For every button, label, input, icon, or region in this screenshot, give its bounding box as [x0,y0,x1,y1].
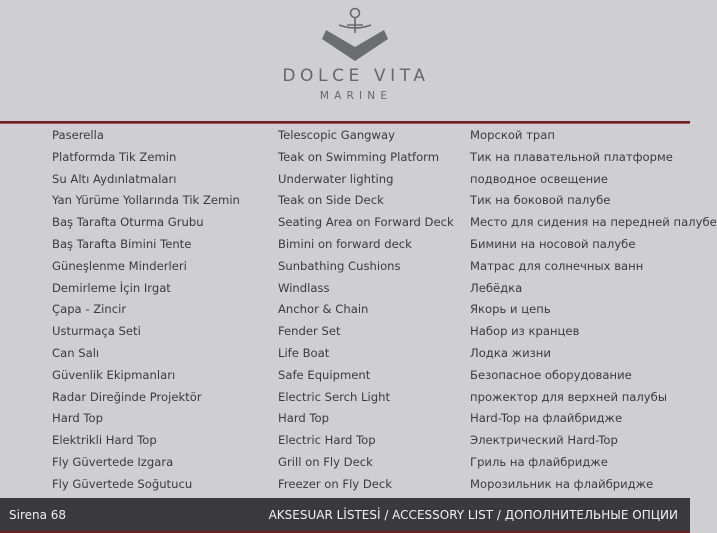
accessory-name-tr: Güneşlenme Minderleri [52,258,187,273]
accessory-list [0,125,717,496]
logo-emblem-icon [318,3,392,65]
accessory-name-ru: Безопасное оборудование [470,367,632,382]
accessory-name-ru: Матрас для солнечных ванн [470,258,644,273]
header-divider-highlight [0,123,690,124]
accessory-row [0,278,690,300]
accessory-name-ru: подводное освещение [470,171,608,186]
accessory-row [0,299,690,321]
accessory-row [0,212,717,234]
accessory-name-en: Freezer on Fly Deck [278,476,392,491]
accessory-row [0,321,690,343]
accessory-name-ru: Бимини на носовой палубе [470,236,636,251]
accessory-name-ru: Лодка жизни [470,345,551,360]
accessory-name-tr: Güvenlik Ekipmanları [52,367,176,382]
accessory-name-tr: Radar Direğinde Projektör [52,389,202,404]
accessory-row [0,452,690,474]
accessory-name-en: Teak on Side Deck [278,193,384,208]
accessory-row [0,365,690,387]
accessory-row [0,125,690,147]
accessory-row [0,234,690,256]
accessory-name-ru: Hard-Top на флайбридже [470,411,623,426]
accessory-name-tr: Baş Tarafta Oturma Grubu [52,215,204,230]
accessory-name-tr: Fly Güvertede Soğutucu [52,476,193,491]
accessory-name-en: Fender Set [278,324,341,339]
accessory-name-tr: Fly Güvertede Izgara [52,454,174,469]
accessory-row [0,169,690,191]
brand-tagline: MARINE [319,90,393,102]
accessory-name-ru: Гриль на флайбридже [470,454,608,469]
accessory-name-tr: Platformda Tik Zemin [52,149,177,164]
accessory-name-en: Teak on Swimming Platform [278,149,440,164]
accessory-row [0,387,690,409]
accessory-row [0,147,690,169]
accessory-name-ru: Набор из кранцев [470,324,580,339]
accessory-name-en: Telescopic Gangway [278,128,395,142]
accessory-name-ru: Якорь и цепь [470,302,551,317]
accessory-name-ru: прожектор для верхней палубы [470,389,667,404]
accessory-name-en: Electric Serch Light [278,389,390,404]
accessory-name-tr: Baş Tarafta Bimini Tente [52,236,192,251]
accessory-name-ru: Тик на боковой палубе [470,193,611,208]
accessory-name-en: Sunbathing Cushions [278,258,401,273]
accessory-name-tr: Hard Top [52,411,103,426]
accessory-name-en: Underwater lighting [278,171,394,186]
accessory-row [0,343,690,365]
accessory-name-en: Bimini on forward deck [278,236,412,251]
accessory-name-ru: Морской трап [470,128,555,142]
accessory-name-en: Hard Top [278,411,329,426]
accessory-name-tr: Su Altı Aydınlatmaları [52,171,177,186]
accessory-name-ru: Место для сидения на передней палубе [470,215,717,230]
accessory-name-ru: Электрический Hard-Top [470,433,618,448]
model-name: Sirena 68 [9,508,67,522]
accessory-row [0,408,690,430]
footer-bar [0,498,690,533]
accessory-name-tr: Paserella [52,128,104,142]
header [0,0,690,122]
accessory-name-tr: Çapa - Zincir [52,302,127,317]
accessory-name-en: Grill on Fly Deck [278,454,373,469]
accessory-name-ru: Морозильник на флайбридже [470,476,654,491]
brand-name: DOLCE VITA [282,66,430,86]
accessory-row [0,256,690,278]
accessory-name-en: Windlass [278,280,330,295]
accessory-row [0,430,690,452]
accessory-name-tr: Demirleme İçin Irgat [52,280,171,295]
accessory-name-en: Life Boat [278,345,330,360]
accessory-row [0,474,690,496]
accessory-name-tr: Can Salı [52,345,100,360]
accessory-name-ru: Лебёдка [470,280,523,295]
accessory-name-tr: Yan Yürüme Yollarında Tik Zemin [52,193,240,208]
accessory-name-tr: Usturmaça Seti [52,324,141,339]
accessory-name-tr: Elektrikli Hard Top [52,433,157,448]
accessory-name-en: Safe Equipment [278,367,371,382]
accessory-name-ru: Тик на плавательной платформе [470,149,673,164]
document-title: AKSESUAR LİSTESİ / ACCESSORY LIST / ДОПОЛНИТЕЛЬНЫЕ ОПЦИИ [268,508,678,522]
accessory-row [0,190,690,212]
accessory-name-en: Anchor & Chain [278,302,369,317]
accessory-name-en: Electric Hard Top [278,433,376,448]
accessory-name-en: Seating Area on Forward Deck [278,215,454,230]
